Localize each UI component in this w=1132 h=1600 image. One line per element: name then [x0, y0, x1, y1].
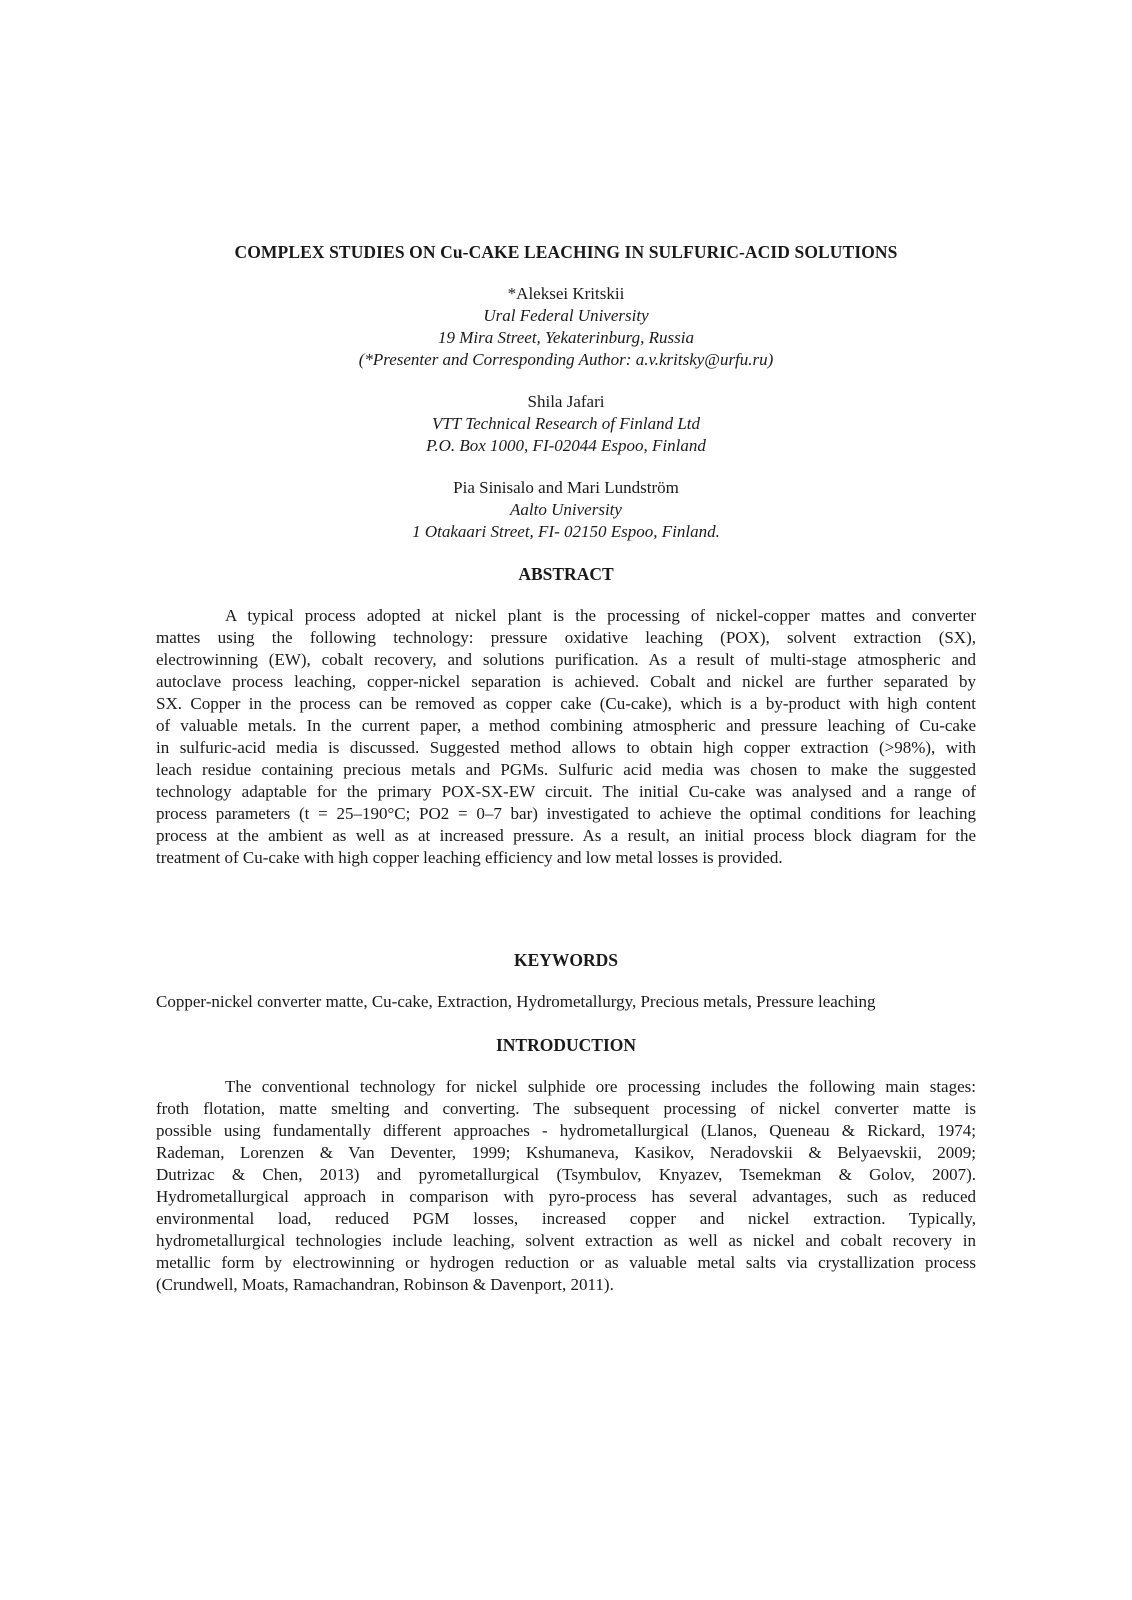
- author-affiliation: Ural Federal University: [483, 306, 649, 325]
- introduction-line: froth flotation, matte smelting and converting. The subsequent processing of nickel converter matte is: [156, 1099, 976, 1118]
- abstract-body: [156, 605, 976, 869]
- author-affiliation: VTT Technical Research of Finland Ltd: [431, 414, 701, 433]
- paper-title: COMPLEX STUDIES ON Cu-CAKE LEACHING IN SULFURIC-ACID SOLUTIONS: [234, 242, 898, 262]
- introduction-line: The conventional technology for nickel sulphide ore processing includes the following main stages:: [225, 1077, 976, 1096]
- author-address: 19 Mira Street, Yekaterinburg, Russia: [438, 328, 694, 347]
- author-address: 1 Otakaari Street, FI- 02150 Espoo, Finland.: [412, 522, 720, 541]
- author-block-2: [0, 391, 1132, 457]
- abstract-heading: ABSTRACT: [518, 564, 614, 584]
- abstract-line: A typical process adopted at nickel plant is the processing of nickel-copper mattes and converter: [225, 606, 976, 625]
- introduction-line: Rademan, Lorenzen & Van Deventer, 1999; Kshumaneva, Kasikov, Neradovskii & Belyaevskii, 2009;: [156, 1143, 976, 1162]
- introduction-line: Dutrizac & Chen, 2013) and pyrometallurgical (Tsymbulov, Knyazev, Tsemekman & Golov, 2007).: [156, 1165, 976, 1184]
- abstract-line: process parameters (t = 25–190°C; PO2 = 0–7 bar) investigated to achieve the optimal conditions for leaching: [156, 804, 976, 823]
- introduction-heading: INTRODUCTION: [495, 1035, 637, 1055]
- author-name: *Aleksei Kritskii: [507, 284, 625, 303]
- abstract-line: autoclave process leaching, copper-nickel separation is achieved. Cobalt and nickel are further separated by: [156, 672, 976, 691]
- abstract-line: process at the ambient as well as at increased pressure. As a result, an initial process block diagram for the: [156, 826, 976, 845]
- abstract-line: of valuable metals. In the current paper, a method combining atmospheric and pressure leaching of Cu-cake: [156, 716, 976, 735]
- introduction-line: Hydrometallurgical approach in comparison with pyro-process has several advantages, such as reduced: [156, 1187, 976, 1206]
- keywords-heading: KEYWORDS: [513, 950, 619, 970]
- author-block-1: [0, 283, 1132, 371]
- abstract-line: leach residue containing precious metals and PGMs. Sulfuric acid media was chosen to make the suggested: [156, 760, 976, 779]
- author-name: Pia Sinisalo and Mari Lundström: [453, 478, 679, 497]
- introduction-line: hydrometallurgical technologies include leaching, solvent extraction as well as nickel and cobalt recovery in: [156, 1231, 976, 1250]
- author-affiliation: Aalto University: [510, 500, 622, 519]
- introduction-body: [156, 1076, 976, 1296]
- introduction-line: (Crundwell, Moats, Ramachandran, Robinson & Davenport, 2011).: [156, 1275, 614, 1294]
- introduction-line: metallic form by electrowinning or hydrogen reduction or as valuable metal salts via crystallization process: [156, 1253, 976, 1272]
- abstract-line: electrowinning (EW), cobalt recovery, and solutions purification. As a result of multi-stage atmospheric and: [156, 650, 976, 669]
- abstract-line: SX. Copper in the process can be removed as copper cake (Cu-cake), which is a by-product with high content: [156, 694, 976, 713]
- abstract-line: treatment of Cu-cake with high copper leaching efficiency and low metal losses is provided.: [156, 848, 783, 867]
- abstract-line: technology adaptable for the primary POX-SX-EW circuit. The initial Cu-cake was analysed and a range of: [156, 782, 976, 801]
- abstract-line: mattes using the following technology: pressure oxidative leaching (POX), solvent extraction (SX),: [156, 628, 976, 647]
- keywords-text: Copper-nickel converter matte, Cu-cake, Extraction, Hydrometallurgy, Precious metals, Pressure leaching: [156, 992, 876, 1011]
- introduction-line: environmental load, reduced PGM losses, increased copper and nickel extraction. Typically,: [156, 1209, 976, 1228]
- introduction-line: possible using fundamentally different approaches - hydrometallurgical (Llanos, Queneau & Rickard, 1974;: [156, 1121, 976, 1140]
- author-address: P.O. Box 1000, FI-02044 Espoo, Finland: [426, 436, 706, 455]
- abstract-line: in sulfuric-acid media is discussed. Suggested method allows to obtain high copper extraction (>98%), with: [156, 738, 976, 757]
- author-block-3: [0, 477, 1132, 543]
- keywords-body: [156, 991, 976, 1013]
- author-contact: (*Presenter and Corresponding Author: a.v.kritsky@urfu.ru): [358, 350, 774, 369]
- author-name: Shila Jafari: [527, 392, 605, 411]
